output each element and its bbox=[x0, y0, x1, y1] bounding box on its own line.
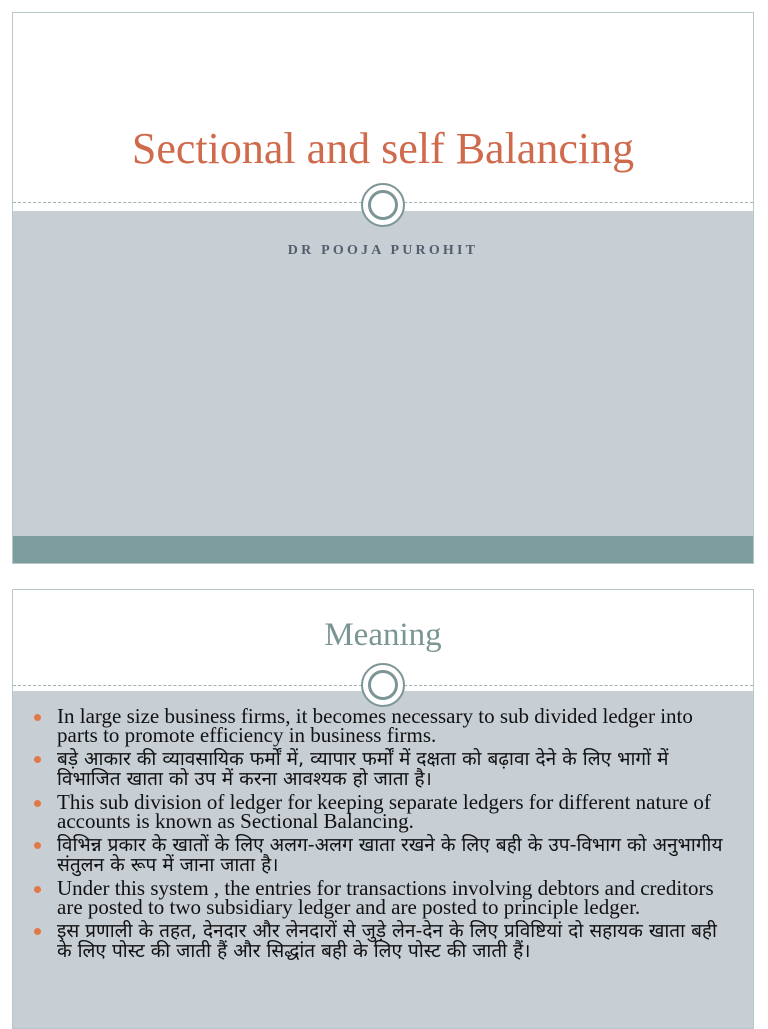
circle-ornament-icon bbox=[361, 663, 405, 707]
bullet-dot-icon bbox=[34, 800, 41, 807]
bullet-text: This sub division of ledger for keeping separate ledgers for different nature of accounts is known as Sectional Balancing. bbox=[57, 790, 711, 833]
slide-meaning bbox=[12, 589, 754, 1029]
slide-heading: Sectional and self Balancing bbox=[131, 124, 635, 173]
list-item bbox=[31, 876, 733, 919]
list-item bbox=[31, 835, 733, 875]
bullet-text: इस प्रणाली के तहत, देनदार और लेनदारों से जुड़े लेन-देन के लिए प्रविष्टियां दो सहायक खाता बही के लिए पोस्ट की जाती हैं और सिद्धांत बही के लिए पोस्ट की जाती हैं। bbox=[57, 920, 717, 962]
slide-title bbox=[12, 12, 754, 564]
bullet-text: In large size business firms, it becomes necessary to sub divided ledger into parts to promote efficiency in business firms. bbox=[57, 704, 693, 747]
footer-bar bbox=[13, 536, 753, 564]
list-item bbox=[31, 704, 733, 747]
bullet-text: Under this system , the entries for transactions involving debtors and creditors are posted to two subsidiary ledger and are posted to principle ledger. bbox=[57, 876, 714, 919]
bullet-dot-icon bbox=[34, 886, 41, 893]
slide-title-area bbox=[13, 13, 753, 203]
circle-ornament-icon bbox=[361, 183, 405, 227]
bullet-dot-icon bbox=[34, 842, 41, 849]
slide-heading: Meaning bbox=[324, 617, 442, 653]
bullet-text: बड़े आकार की व्यावसायिक फर्मों में, व्यापार फर्मों में दक्षता को बढ़ावा देने के लिए भागों में विभाजित खाता को उप में करना आवश्यक हो जाता है। bbox=[57, 748, 669, 790]
bullet-dot-icon bbox=[34, 714, 41, 721]
bullet-dot-icon bbox=[34, 756, 41, 763]
slide-body-band bbox=[13, 211, 753, 536]
author-subtitle: DR POOJA PUROHIT bbox=[287, 243, 479, 258]
list-item bbox=[31, 921, 733, 961]
list-item bbox=[31, 790, 733, 833]
bullet-dot-icon bbox=[34, 928, 41, 935]
list-item bbox=[31, 749, 733, 789]
bullet-list bbox=[31, 704, 733, 965]
bullet-text: विभिन्न प्रकार के खातों के लिए अलग-अलग खाता रखने के लिए बही के उप-विभाग को अनुभागीय संतुलन के रूप में जाना जाता है। bbox=[57, 834, 723, 876]
